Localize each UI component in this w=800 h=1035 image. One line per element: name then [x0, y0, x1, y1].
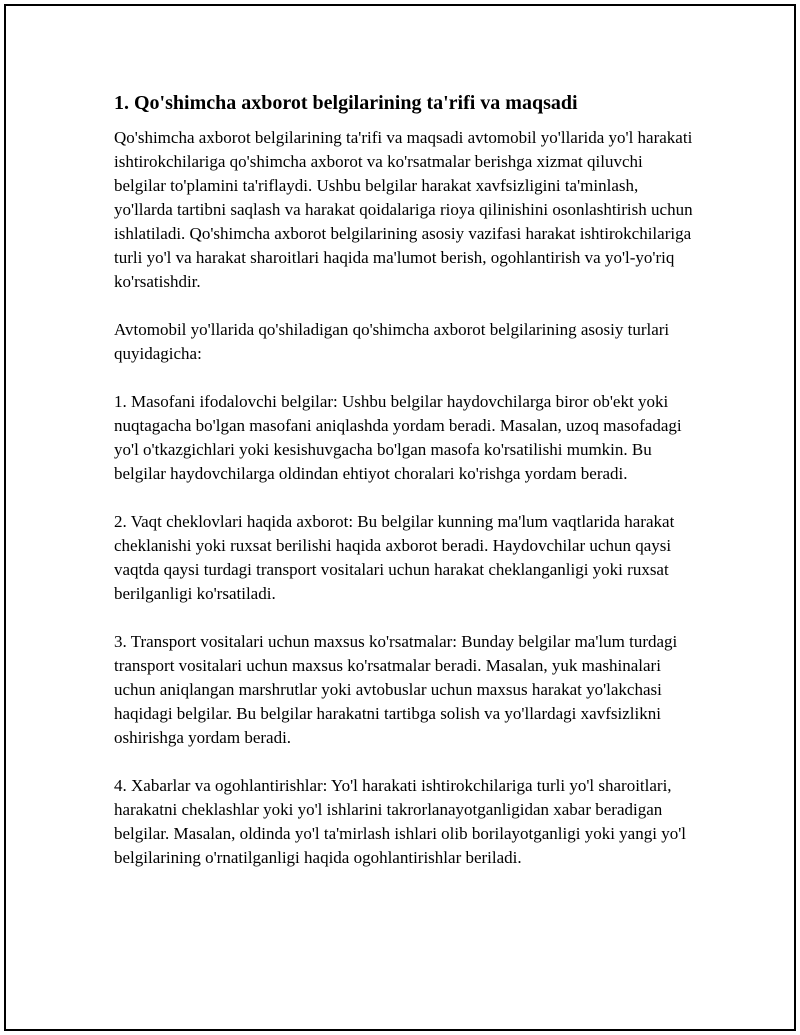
paragraph-time-restrictions: 2. Vaqt cheklovlari haqida axborot: Bu belgilar kunning ma'lum vaqtlarida harakat cheklanishi yoki ruxsat berilishi haqida axborot beradi. Haydovchilar uchun qaysi vaqtda qaysi turdagi transport vositalari uchun harakat cheklanganligi yoki ruxsat berilganligi ko'rsatiladi. [114, 512, 675, 603]
section-heading: 1. Qo'shimcha axborot belgilarining ta'rifi va maqsadi [114, 92, 578, 114]
paragraph-definition: Qo'shimcha axborot belgilarining ta'rifi va maqsadi avtomobil yo'llarida yo'l harakati ishtirokchilariga qo'shimcha axborot va ko'rsatmalar berishga xizmat qiluvchi belgilar to'plamini ta'riflaydi. Ushbu belgilar harakat xavfsizligini ta'minlash, yo'llarda tartibni saqlash va harakat qoidalariga rioya qilinishini osonlashtirish uchun ishlatiladi. Qo'shimcha axborot belgilarining asosiy vazifasi harakat ishtirokchilariga turli yo'l va harakat sharoitlari haqida ma'lumot berish, ogohlantirish va yo'l-yo'riq ko'rsatishdir. [114, 128, 693, 291]
document-body [114, 90, 694, 894]
paragraph-distance-signs: 1. Masofani ifodalovchi belgilar: Ushbu belgilar haydovchilarga biror ob'ekt yoki nuqtagacha bo'lgan masofani aniqlashda yordam beradi. Masalan, uzoq masofadagi yo'l o'tkazgichlari yoki kesishuvgacha bo'lgan masofa ko'rsatilishi mumkin. Bu belgilar haydovchilarga oldindan ehtiyot choralari ko'rishga yordam beradi. [114, 392, 682, 483]
paragraph-messages-warnings: 4. Xabarlar va ogohlantirishlar: Yo'l harakati ishtirokchilariga turli yo'l sharoitlari, harakatni cheklashlar yoki yo'l ishlarini takrorlanayotganligidan xabar beradigan belgilar. Masalan, oldinda yo'l ta'mirlash ishlari olib borilayotganligi yoki yangi yo'l belgilarining o'rnatilganligi haqida ogohlantirishlar beriladi. [114, 776, 686, 867]
paragraph-types-intro: Avtomobil yo'llarida qo'shiladigan qo'shimcha axborot belgilarining asosiy turlari quyidagicha: [114, 320, 670, 363]
paragraph-vehicle-instructions: 3. Transport vositalari uchun maxsus ko'rsatmalar: Bunday belgilar ma'lum turdagi transport vositalari uchun maxsus ko'rsatmalar beradi. Masalan, yuk mashinalari uchun aniqlangan marshrutlar yoki avtobuslar uchun maxsus harakat yo'lakchasi haqidagi belgilar. Bu belgilar harakatni tartibga solish va yo'llardagi xavfsizlikni oshirishga yordam beradi. [114, 632, 678, 747]
